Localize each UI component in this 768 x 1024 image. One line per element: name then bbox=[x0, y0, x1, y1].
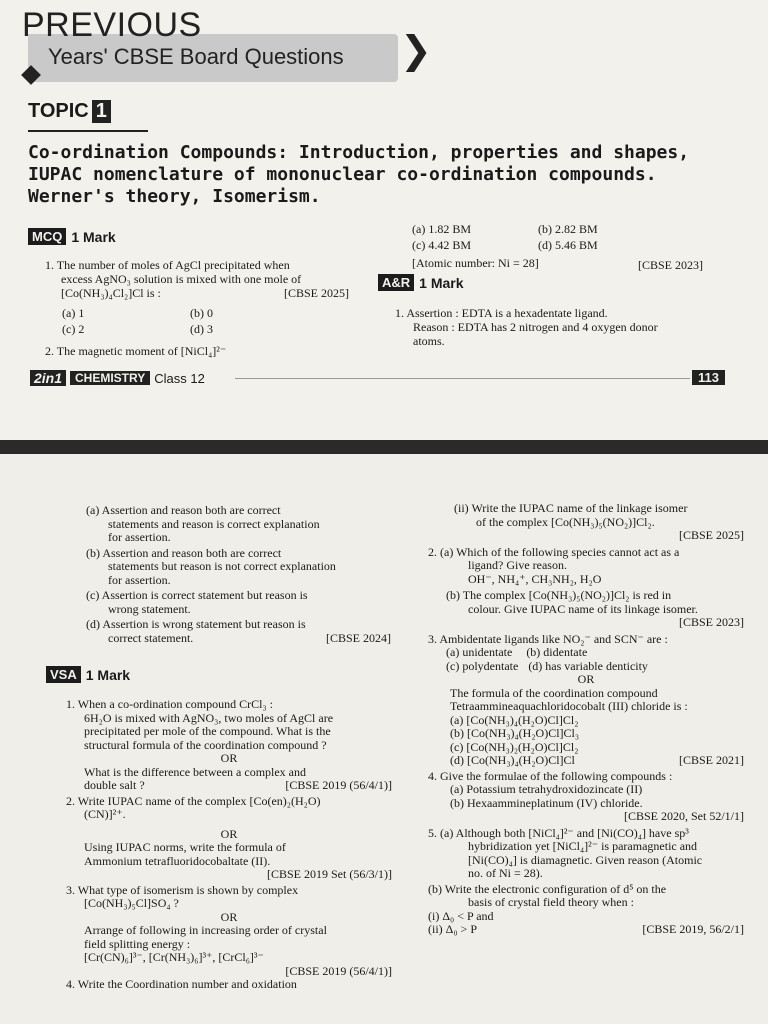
atomic-number-note: [Atomic number: Ni = 28] bbox=[412, 256, 539, 270]
subject-label: CHEMISTRY bbox=[70, 371, 150, 385]
topic-title: Co-ordination Compounds: Introduction, properties and shapes, IUPAC nomenclature of mononuclear co-ordination compounds. Werner's theory, Isomerism. bbox=[28, 142, 690, 207]
option-text: (a) Assertion and reason both are correct bbox=[86, 503, 281, 517]
page-gap bbox=[0, 440, 768, 454]
option-c: (c) 4.42 BM bbox=[412, 238, 471, 252]
option-i: (i) Δ₀ < P and bbox=[428, 908, 494, 923]
question-text: 2. Write IUPAC name of the complex [Co(en)₂(H₂O) bbox=[66, 793, 321, 808]
question-text: double salt ? bbox=[84, 778, 145, 792]
question-text: 4. Write the Coordination number and oxidation bbox=[66, 977, 297, 991]
question-text: 1. The number of moles of AgCl precipitated when bbox=[45, 258, 290, 272]
question-text: Ammonium tetrafluoridocobaltate (II). bbox=[84, 853, 271, 868]
topic-number: 1 bbox=[92, 100, 111, 123]
question-text: excess AgNO₃ solution is mixed with one mole of bbox=[61, 272, 302, 286]
question-text: of the complex [Co(NH₃)₅(NO₂)]Cl₂. bbox=[476, 514, 655, 529]
source-tag: [CBSE 2025] bbox=[283, 286, 349, 300]
question-1 bbox=[45, 258, 365, 300]
topic-underline bbox=[28, 130, 148, 132]
vsa-header bbox=[46, 666, 130, 683]
option-text: (d) Assertion is wrong statement but reason is bbox=[86, 617, 306, 631]
question-text: hybridization yet [NiCl₄]²⁻ is paramagnetic and bbox=[468, 839, 698, 853]
question-text: 3. What type of isomerism is shown by complex bbox=[66, 882, 299, 897]
option-b: (b) 0 bbox=[190, 306, 213, 320]
source-tag: [CBSE 2024] bbox=[325, 630, 391, 645]
option-a: (a) 1.82 BM bbox=[412, 222, 471, 236]
question-text: (ii) Write the IUPAC name of the linkage isomer bbox=[454, 501, 688, 515]
vsa-questions bbox=[66, 698, 392, 992]
right-column bbox=[428, 502, 744, 937]
question-text: precipitated per mole of the compound. What is the bbox=[84, 724, 331, 738]
ar-mark: 1 Mark bbox=[419, 274, 464, 291]
source-tag: [CBSE 2025] bbox=[678, 528, 744, 542]
option-line bbox=[428, 754, 744, 768]
source-tag: [CBSE 2020, Set 52/1/1] bbox=[623, 809, 744, 823]
chevron-right-icon: ❯ bbox=[400, 28, 432, 72]
option-c: (c) 2 bbox=[62, 322, 85, 336]
assertion-options bbox=[86, 504, 391, 645]
source-tag: [CBSE 2019, 56/2/1] bbox=[642, 922, 744, 936]
question-text: (b) Write the electronic configuration of d⁵ on the bbox=[428, 881, 667, 896]
question-text: 6H₂O is mixed with AgNO₃, two moles of AgCl are bbox=[84, 710, 334, 725]
class-label: Class 12 bbox=[154, 370, 205, 386]
option-d: (d) 5.46 BM bbox=[538, 238, 598, 252]
vsa-badge: VSA bbox=[46, 666, 81, 683]
footer-divider bbox=[235, 378, 690, 379]
source-tag: [CBSE 2019 (56/4/1)] bbox=[285, 778, 392, 792]
question-text: Arrange of following in increasing order of crystal bbox=[84, 923, 327, 937]
option-d: (d) has variable denticity bbox=[528, 658, 648, 673]
option-c: (c) polydentate bbox=[446, 658, 519, 673]
question-text: What is the difference between a complex and bbox=[84, 764, 307, 779]
question-text: [Co(NH₃)₅Cl]SO₄ ? bbox=[84, 896, 179, 910]
topic-heading bbox=[28, 100, 111, 123]
question-text: (b) The complex [Co(NH₃)₅(NO₂)]Cl₂ is red in bbox=[446, 588, 672, 602]
question-text: ligand? Give reason. bbox=[468, 558, 567, 572]
option-text: correct statement. bbox=[108, 630, 194, 645]
option-c: (c) [Co(NH₃)₂(H₂O)Cl]Cl₂ bbox=[450, 739, 579, 754]
ar-header bbox=[378, 274, 464, 291]
book-page-bottom bbox=[0, 454, 768, 1024]
option-d: (d) 3 bbox=[190, 322, 213, 336]
question-text: 4. Give the formulae of the following compounds : bbox=[428, 768, 673, 783]
question-text: no. of Ni = 28). bbox=[468, 866, 543, 880]
question-text: basis of crystal field theory when : bbox=[468, 895, 634, 909]
option-row bbox=[428, 646, 744, 660]
question-text: 5. (a) Although both [NiCl₄]²⁻ and [Ni(CO)₄] have sp³ bbox=[428, 825, 689, 840]
mcq-header bbox=[28, 228, 116, 245]
option-d: (d) [Co(NH₃)₄(H₂O)Cl]Cl bbox=[450, 753, 575, 767]
option-b: (b) [Co(NH₃)₄(H₂O)Cl]Cl₃ bbox=[450, 726, 580, 740]
section-title: PREVIOUS bbox=[22, 6, 202, 44]
option-text: wrong statement. bbox=[108, 601, 191, 616]
source-tag: [CBSE 2023] bbox=[678, 615, 744, 629]
footer-branding bbox=[30, 370, 205, 386]
source-tag: [CBSE 2019 Set (56/3/1)] bbox=[267, 867, 392, 881]
brand-logo: 2in1 bbox=[30, 370, 66, 386]
mcq-mark: 1 Mark bbox=[71, 228, 116, 245]
question-text: Tetraamminеaquachloridocobalt (III) chloride is : bbox=[450, 699, 688, 713]
question-text: 3. Ambidentate ligands like NO₂⁻ and SCN⁻ are : bbox=[428, 631, 668, 646]
question-text: [Cr(CN)₆]³⁻, [Cr(NH₃)₆]³⁺, [CrCl₆]³⁻ bbox=[84, 950, 264, 964]
vsa-mark: 1 Mark bbox=[85, 666, 131, 683]
option-a: (a) Potassium tetrahydroxidozincate (II) bbox=[450, 782, 643, 796]
source-tag: [CBSE 2019 (56/4/1)] bbox=[285, 963, 392, 978]
question-text: Reason : EDTA has 2 nitrogen and 4 oxygen donor bbox=[413, 320, 658, 334]
question-line bbox=[66, 779, 392, 793]
question-text: 2. (a) Which of the following species cannot act as a bbox=[428, 544, 680, 559]
or-separator: OR bbox=[577, 672, 595, 686]
option-line bbox=[86, 632, 391, 646]
option-text: statements but reason is not correct explanation bbox=[108, 559, 336, 573]
question-text: (CN)]²⁺. bbox=[84, 807, 126, 821]
option-b: (b) 2.82 BM bbox=[538, 222, 598, 236]
option-row bbox=[428, 660, 744, 674]
book-page-top bbox=[0, 0, 768, 440]
section-subtitle: Years' CBSE Board Questions bbox=[48, 44, 344, 69]
question-text: 1. Assertion : EDTA is a hexadentate ligand. bbox=[395, 306, 608, 320]
option-ii: (ii) Δ₀ > P bbox=[428, 922, 478, 936]
ar-question-1 bbox=[395, 306, 725, 348]
page-number: 113 bbox=[692, 370, 725, 385]
option-text: for assertion. bbox=[108, 572, 171, 587]
option-text: (b) Assertion and reason both are correct bbox=[86, 545, 282, 560]
option-b: (b) Hexaammineplatinum (IV) chloride. bbox=[450, 795, 643, 810]
source-tag: [CBSE 2021] bbox=[678, 753, 744, 767]
question-text: 1. When a co-ordination compound CrCl₃ : bbox=[66, 697, 273, 711]
option-text: (c) Assertion is correct statement but reason is bbox=[86, 588, 308, 602]
question-text: The formula of the coordination compound bbox=[450, 685, 658, 700]
question-text: atoms. bbox=[413, 334, 445, 348]
ar-badge: A&R bbox=[378, 274, 414, 291]
question-text: structural formula of the coordination compound ? bbox=[84, 737, 327, 752]
question-text: [Ni(CO)₄] is diamagnetic. Given reason (Atomic bbox=[468, 852, 703, 867]
question-text: OH⁻, NH₄⁺, CH₃NH₂, H₂O bbox=[468, 571, 602, 586]
question-text: [Co(NH₃)₄Cl₂]Cl is : bbox=[61, 286, 161, 300]
question-text: Using IUPAC norms, write the formula of bbox=[84, 840, 286, 854]
or-separator: OR bbox=[220, 826, 238, 841]
question-text: colour. Give IUPAC name of its linkage isomer. bbox=[468, 601, 698, 616]
source-tag: [CBSE 2023] bbox=[638, 258, 704, 272]
question-line bbox=[45, 286, 349, 300]
or-separator: OR bbox=[220, 751, 238, 765]
question-2: 2. The magnetic moment of [NiCl₄]²⁻ bbox=[45, 344, 227, 358]
mcq-badge: MCQ bbox=[28, 228, 66, 245]
topic-label: TOPIC bbox=[28, 100, 89, 122]
option-text: for assertion. bbox=[108, 530, 171, 544]
option-line bbox=[428, 923, 744, 937]
option-a: (a) unidentate bbox=[446, 645, 513, 659]
option-a: (a) [Co(NH₃)₄(H₂O)Cl]Cl₂ bbox=[450, 712, 579, 727]
option-a: (a) 1 bbox=[62, 306, 85, 320]
option-text: statements and reason is correct explanation bbox=[108, 516, 320, 531]
or-separator: OR bbox=[220, 909, 238, 924]
question-text: field splitting energy : bbox=[84, 936, 191, 951]
option-b: (b) didentate bbox=[526, 645, 588, 659]
